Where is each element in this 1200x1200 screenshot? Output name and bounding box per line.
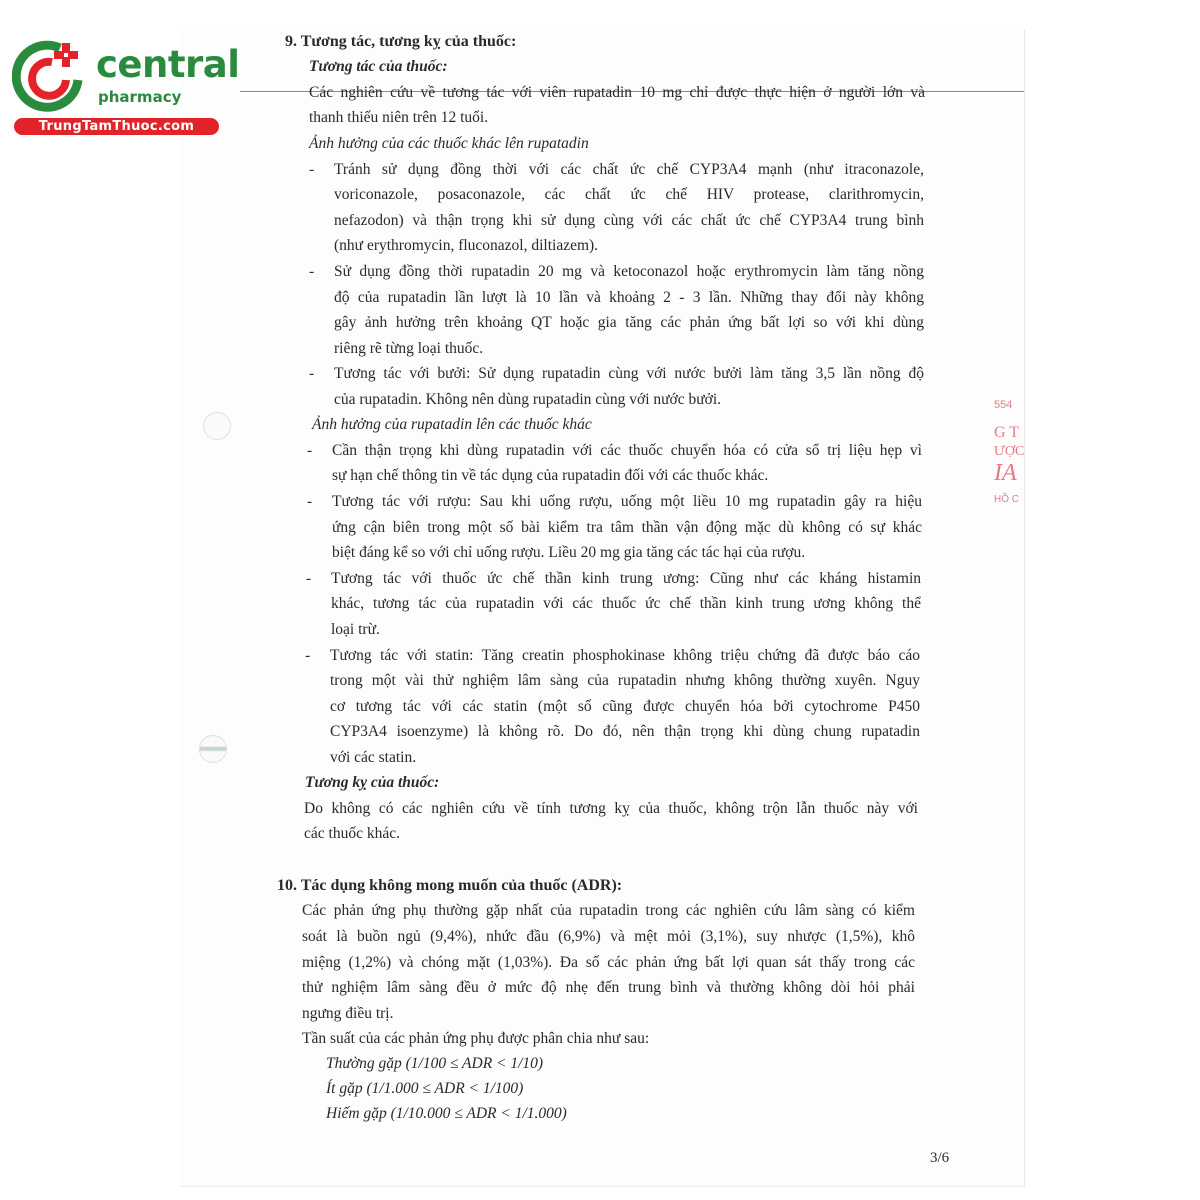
incompatibility-line-1: Do không có các nghiên cứu về tính tương kỵ của thuốc, không trộn lẫn thuốc này với	[304, 800, 918, 817]
stamp-text: 554	[994, 399, 1013, 411]
bullet-line: độ của rupatadin lần lượt là 10 lần và khoảng 2 - 3 lần. Những thay đổi này không	[334, 289, 924, 306]
bullet-dash: -	[306, 570, 312, 587]
brand-subtitle: pharmacy	[98, 88, 182, 106]
section-10-heading: 10. Tác dụng không mong muốn của thuốc (ADR):	[277, 877, 623, 894]
page-number: 3/6	[930, 1150, 950, 1166]
bullet-line: Tương tác với rượu: Sau khi uống rượu, uống một liều 10 mg rupatadin gây ra hiệu	[332, 493, 922, 510]
bullet-line: gây ảnh hưởng trên khoảng QT hoặc gia tăng các phản ứng bất lợi so với khi dùng	[334, 314, 924, 331]
frequency-common: Thường gặp (1/100 ≤ ADR < 1/10)	[326, 1055, 544, 1072]
bullet-dash: -	[307, 493, 313, 510]
bullet-line: Sử dụng đồng thời rupatadin 20 mg và ketoconazol hoặc erythromycin làm tăng nồng	[334, 263, 924, 280]
bullet-dash: -	[309, 263, 315, 280]
pharmacy-cross-logo-icon	[12, 40, 84, 112]
bullet-line: trong một vài thử nghiệm lâm sàng của rupatadin nhưng không thường xuyên. Nguy	[330, 672, 920, 689]
red-stamp-partial	[994, 398, 1024, 548]
bullet-line: khác, tương tác của rupatadin với các thuốc ức chế thần kinh trung ương không thể	[331, 595, 921, 612]
interactions-subheading: Tương tác của thuốc:	[309, 58, 448, 75]
bullet-line: Tránh sử dụng đồng thời với các chất ức chế CYP3A4 mạnh (như itraconazole,	[334, 161, 924, 178]
adr-paragraph-line: Các phản ứng phụ thường gặp nhất của rupatadin trong các nghiên cứu lâm sàng có kiểm	[302, 902, 915, 919]
bullet-line: CYP3A4 isoenzyme) là không rõ. Do đó, nên thận trọng khi dùng chung rupatadin	[330, 723, 920, 740]
intro-line-2: thanh thiếu niên trên 12 tuổi.	[309, 109, 489, 126]
bullet-line: Tương tác với statin: Tăng creatin phosphokinase không triệu chứng đã được báo cáo	[330, 647, 920, 664]
adr-paragraph-line: miệng (1,2%) và chóng mặt (1,03%). Đa số các phản ứng bất lợi quan sát thấy trong các	[302, 954, 915, 971]
bullet-line: riêng rẽ từng loại thuốc.	[334, 340, 484, 357]
stamp-text: G T	[994, 424, 1020, 441]
others-on-rupatadin-title: Ảnh hưởng của các thuốc khác lên rupatadin	[309, 135, 589, 152]
bullet-line: loại trừ.	[331, 621, 380, 638]
bullet-line: ứng cận biên trong một số bài kiểm tra tâm thần vận động mặc dù không có sự khác	[332, 519, 922, 536]
stamp-text: HỒ C	[994, 494, 1019, 505]
intro-line-1: Các nghiên cứu về tương tác với viên rupatadin 10 mg chỉ được thực hiện ở người lớn và	[309, 84, 925, 101]
stamp-text: ƯỢC	[994, 444, 1024, 459]
brand-name: central	[96, 43, 240, 86]
adr-paragraph-line: ngưng điều trị.	[302, 1005, 394, 1022]
bullet-line: Tương tác với bưởi: Sử dụng rupatadin cùng với nước bưởi làm tăng 3,5 lần nồng độ	[334, 365, 924, 382]
rupatadin-on-others-title: Ảnh hưởng của rupatadin lên các thuốc khác	[312, 416, 592, 433]
adr-paragraph-line: thử nghiệm lâm sàng đều ở mức độ nhẹ đến trung bình và thường không dòi hỏi phải	[302, 979, 915, 996]
section-9-heading: 9. Tương tác, tương kỵ của thuốc:	[285, 33, 517, 50]
frequency-rare: Hiếm gặp (1/10.000 ≤ ADR < 1/1.000)	[326, 1105, 567, 1122]
bullet-dash: -	[309, 161, 315, 178]
bullet-line: nefazodon) và thận trọng khi sử dụng cùng với các chất ức chế CYP3A4 trung bình	[334, 212, 924, 229]
bullet-line: Tương tác với thuốc ức chế thần kinh trung ương: Cũng như các kháng histamin	[331, 570, 921, 587]
bullet-line: của rupatadin. Không nên dùng rupatadin cùng với nước bưởi.	[334, 391, 722, 408]
bullet-line: cơ tương tác với các statin (một số cũng được chuyển hóa bởi cytochrome P450	[330, 698, 920, 715]
bullet-line: sự hạn chế thông tin về tác dụng của rupatadin đối với các thuốc khác.	[332, 467, 769, 484]
punch-hole-top	[203, 412, 231, 440]
incompatibility-subheading: Tương kỵ của thuốc:	[305, 774, 440, 791]
punch-hole-bottom	[199, 735, 227, 763]
frequency-uncommon: Ít gặp (1/1.000 ≤ ADR < 1/100)	[326, 1080, 524, 1097]
stamp-text: IA	[994, 460, 1017, 486]
bullet-line: (như erythromycin, fluconazol, diltiazem).	[334, 237, 599, 254]
bullet-line: với các statin.	[330, 749, 417, 766]
bullet-dash: -	[305, 647, 311, 664]
bullet-dash: -	[307, 442, 313, 459]
frequency-intro: Tần suất của các phản ứng phụ được phân chia như sau:	[302, 1030, 650, 1047]
bullet-line: biệt đáng kể so với chỉ uống rượu. Liều 20 mg gia tăng các tác hại của rượu.	[332, 544, 806, 561]
bullet-line: Cần thận trọng khi dùng rupatadin với các thuốc chuyển hóa có cửa sổ trị liệu hẹp vì	[332, 442, 922, 459]
bullet-line: voriconazole, posaconazole, các chất ức chế HIV protease, clarithromycin,	[334, 186, 924, 203]
bullet-dash: -	[309, 365, 315, 382]
incompatibility-line-2: các thuốc khác.	[304, 825, 400, 842]
central-pharmacy-logo[interactable]	[10, 40, 240, 135]
brand-url-badge[interactable]: TrungTamThuoc.com	[14, 118, 219, 135]
adr-paragraph-line: soát là buồn ngủ (9,4%), nhức đầu (6,9%) và mệt mỏi (3,1%), suy nhược (1,5%), khô	[302, 928, 915, 945]
